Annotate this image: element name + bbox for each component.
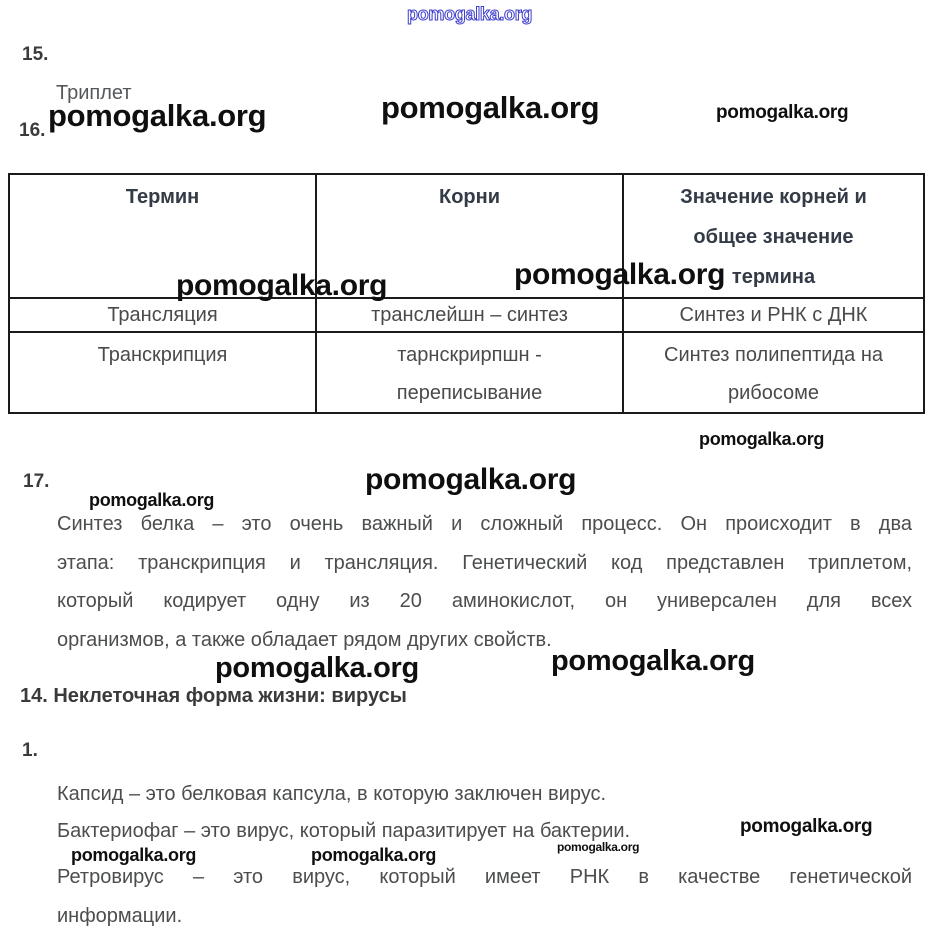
question-number-15: 15.	[22, 44, 49, 65]
answer-17-paragraph	[57, 505, 912, 659]
roots-transcription-line2: переписывание	[396, 382, 543, 404]
watermark: pomogalka.org	[716, 102, 849, 123]
header-cell-term: Термин	[9, 174, 316, 298]
header-meaning-line2: общее значение	[693, 226, 854, 248]
terms-table-wrapper	[8, 173, 925, 414]
header-meaning-line1: Значение корней и	[680, 186, 867, 208]
section-heading-viruses: 14. Неклеточная форма жизни: вирусы	[20, 685, 407, 707]
terms-table	[8, 173, 925, 414]
watermark: pomogalka.org	[514, 258, 726, 291]
question-number-16: 16.	[19, 120, 46, 141]
meaning-transcription-line1: Синтез полипептида на	[664, 344, 883, 366]
header-meaning-line3: термина	[731, 266, 816, 288]
watermark: pomogalka.org	[740, 816, 873, 837]
cell-roots-transcription	[316, 332, 623, 413]
table-row-translation	[9, 298, 924, 332]
cell-term-translation: Трансляция	[9, 298, 316, 332]
watermark: pomogalka.org	[215, 652, 419, 684]
watermark: pomogalka.org	[311, 845, 437, 865]
cell-term-transcription: Транскрипция	[9, 332, 316, 413]
watermark: pomogalka.org	[699, 429, 825, 449]
table-row-transcription	[9, 332, 924, 413]
definition-bacteriophage: Бактериофаг – это вирус, который паразитирует на бактерии.	[57, 820, 631, 842]
watermark: pomogalka.org	[381, 90, 600, 125]
question-number-17: 17.	[23, 471, 50, 492]
cell-roots-translation: транслейшн – синтез	[316, 298, 623, 332]
roots-transcription-line1: тарнскрирпшн -	[397, 344, 542, 366]
watermark: pomogalka.org	[48, 98, 267, 133]
header-cell-roots: Корни	[316, 174, 623, 298]
definition-kapsid: Капсид – это белковая капсула, в которую заключен вирус.	[57, 783, 607, 805]
paragraph-line: Синтез белка – это очень важный и сложный процесс. Он происходит в два	[57, 513, 912, 535]
cell-meaning-transcription	[623, 332, 924, 413]
question-number-1: 1.	[22, 740, 38, 761]
watermark: pomogalka.org	[176, 269, 388, 302]
watermark: pomogalka.org	[551, 645, 755, 677]
watermark: pomogalka.org	[365, 463, 577, 496]
answer-15-triplet: Триплет	[56, 82, 132, 104]
paragraph-line: Ретровирус – это вирус, который имеет РНК в качестве генетической	[57, 866, 912, 888]
watermark-top-outline: pomogalka.org	[407, 4, 533, 24]
watermark: pomogalka.org	[557, 840, 640, 854]
paragraph-line: который кодирует одну из 20 аминокислот, он универсален для всех	[57, 590, 912, 612]
watermark: pomogalka.org	[89, 490, 215, 510]
paragraph-line: этапа: транскрипция и трансляция. Генетический код представлен триплетом,	[57, 551, 912, 574]
cell-meaning-translation: Синтез и РНК с ДНК	[623, 298, 924, 332]
meaning-transcription-line2: рибосоме	[727, 382, 820, 404]
table-header-row	[9, 174, 924, 298]
paragraph-line: информации.	[57, 904, 183, 927]
watermark: pomogalka.org	[71, 845, 197, 865]
paragraph-line: организмов, а также обладает рядом других свойств.	[57, 628, 552, 651]
definition-retrovirus	[57, 858, 912, 935]
